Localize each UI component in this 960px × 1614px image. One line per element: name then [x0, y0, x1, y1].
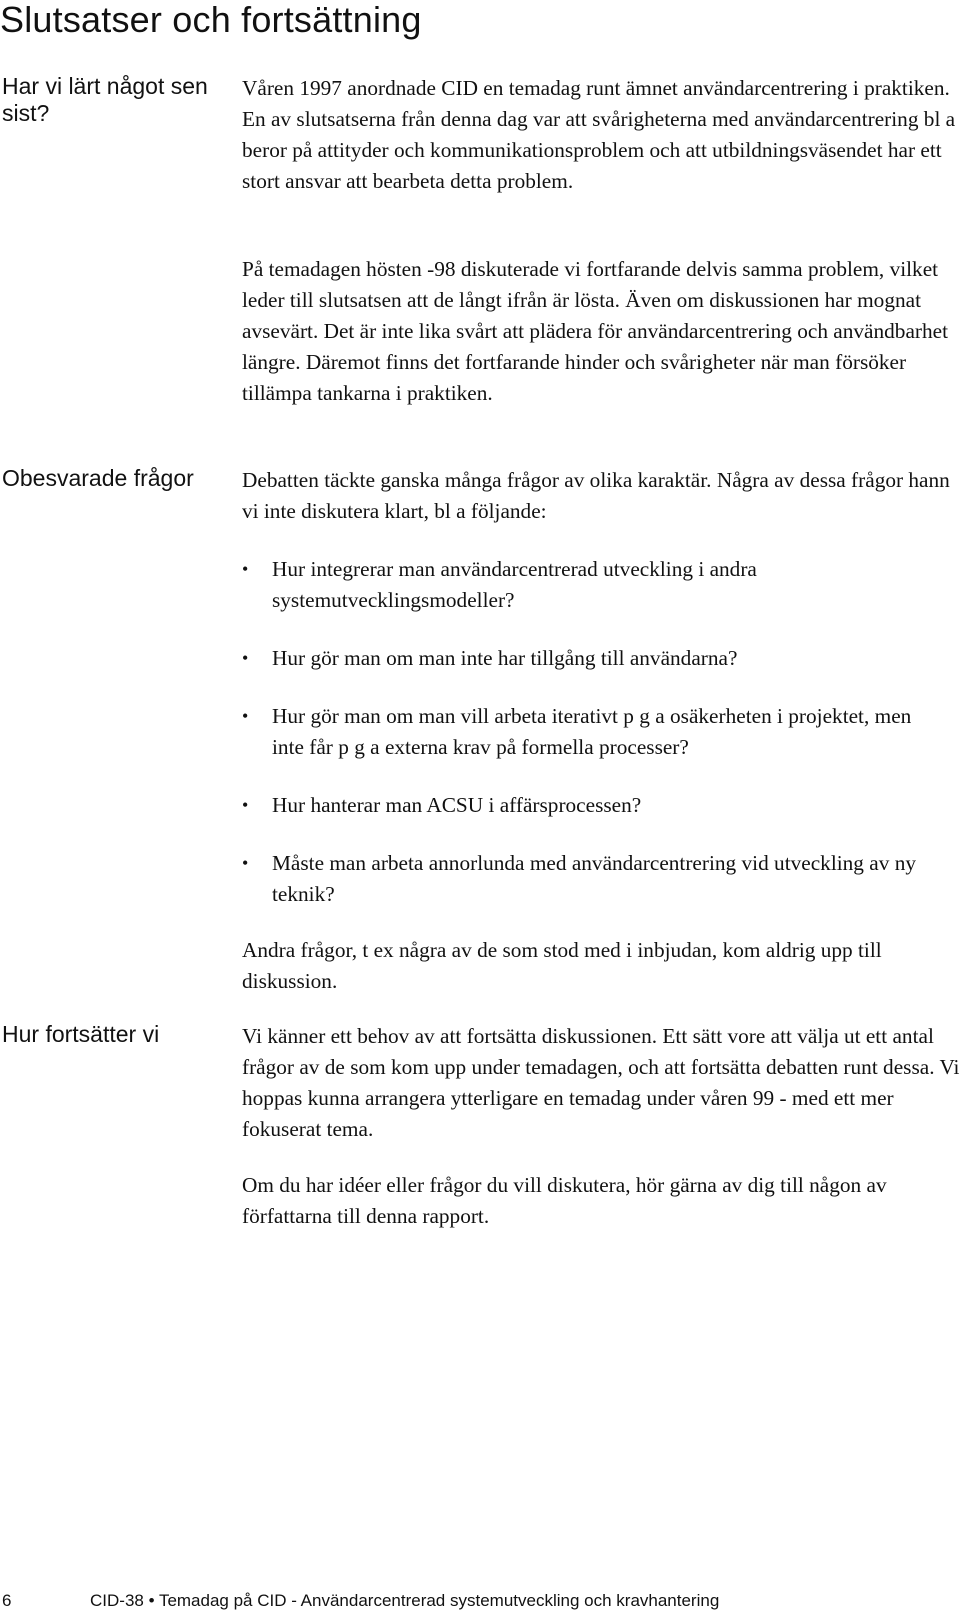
list-item [242, 554, 942, 616]
bullet-icon: • [242, 795, 249, 815]
list-item [242, 643, 942, 674]
section-outro-obesvarade [242, 935, 960, 997]
list-item-text: Hur hanterar man ACSU i affärsprocessen? [272, 793, 642, 817]
section-body-lart-2 [242, 254, 960, 409]
section-label-lart: Har vi lärt något sen sist? [2, 73, 208, 126]
paragraph: Våren 1997 anordnade CID en temadag runt ämnet användarcentrering i praktiken. En av slutsatserna från denna dag var att svårigheterna med användarcentrering bl a beror på attityder och kommunikationsproblem och att utbildningsväsendet har ett stort ansvar att bearbeta detta problem. [242, 76, 956, 193]
bullet-icon: • [242, 853, 249, 873]
paragraph: Debatten täckte ganska många frågor av olika karaktär. Några av dessa frågor hann vi inte diskutera klart, bl a följande: [242, 468, 950, 523]
paragraph: På temadagen hösten -98 diskuterade vi fortfarande delvis samma problem, vilket leder till slutsatsen att de långt ifrån är lösta. Även om diskussionen har mognat avsevärt. Det är inte lika svårt att plädera för användarcentrering och användbarhet längre. Däremot finns det fortfarande hinder och svårigheter när man försöker tillämpa tankarna i praktiken. [242, 257, 949, 405]
paragraph: Vi känner ett behov av att fortsätta diskussionen. Ett sätt vore att välja ut ett antal frågor av de som kom upp under temadagen, och att fortsätta debatten runt dessa. Vi hoppas kunna arrangera ytterligare en temadag under våren 99 - med ett mer fokuserat tema. [242, 1024, 960, 1141]
list-item [242, 848, 942, 910]
section-body-fortsatter [242, 1021, 960, 1145]
list-item-text: Hur gör man om man vill arbeta iterativt p g a osäkerheten i projektet, men inte får p g a externa krav på formella processer? [272, 704, 912, 759]
section-intro-obesvarade [242, 465, 960, 527]
bullet-icon: • [242, 559, 249, 579]
list-item [242, 790, 942, 821]
section-body-lart [242, 73, 960, 197]
list-item-text: Måste man arbeta annorlunda med användarcentrering vid utveckling av ny teknik? [272, 851, 916, 906]
section-label-obesvarade: Obesvarade frågor [2, 465, 194, 491]
page-number: 6 [2, 1591, 12, 1610]
bullet-icon: • [242, 706, 249, 726]
list-item-text: Hur gör man om man inte har tillgång till användarna? [272, 646, 738, 670]
footer-text: CID-38 • Temadag på CID - Användarcentrerad systemutveckling och kravhantering [90, 1591, 720, 1610]
paragraph: Om du har idéer eller frågor du vill diskutera, hör gärna av dig till någon av författarna till denna rapport. [242, 1173, 887, 1228]
bullet-icon: • [242, 648, 249, 668]
list-item [242, 701, 942, 763]
list-item-text: Hur integrerar man användarcentrerad utveckling i andra systemutvecklingsmodeller? [272, 557, 757, 612]
page-title: Slutsatser och fortsättning [0, 0, 422, 40]
section-body-fortsatter-2 [242, 1170, 960, 1232]
paragraph: Andra frågor, t ex några av de som stod med i inbjudan, kom aldrig upp till diskussion. [242, 938, 882, 993]
section-label-fortsatter: Hur fortsätter vi [2, 1021, 160, 1047]
